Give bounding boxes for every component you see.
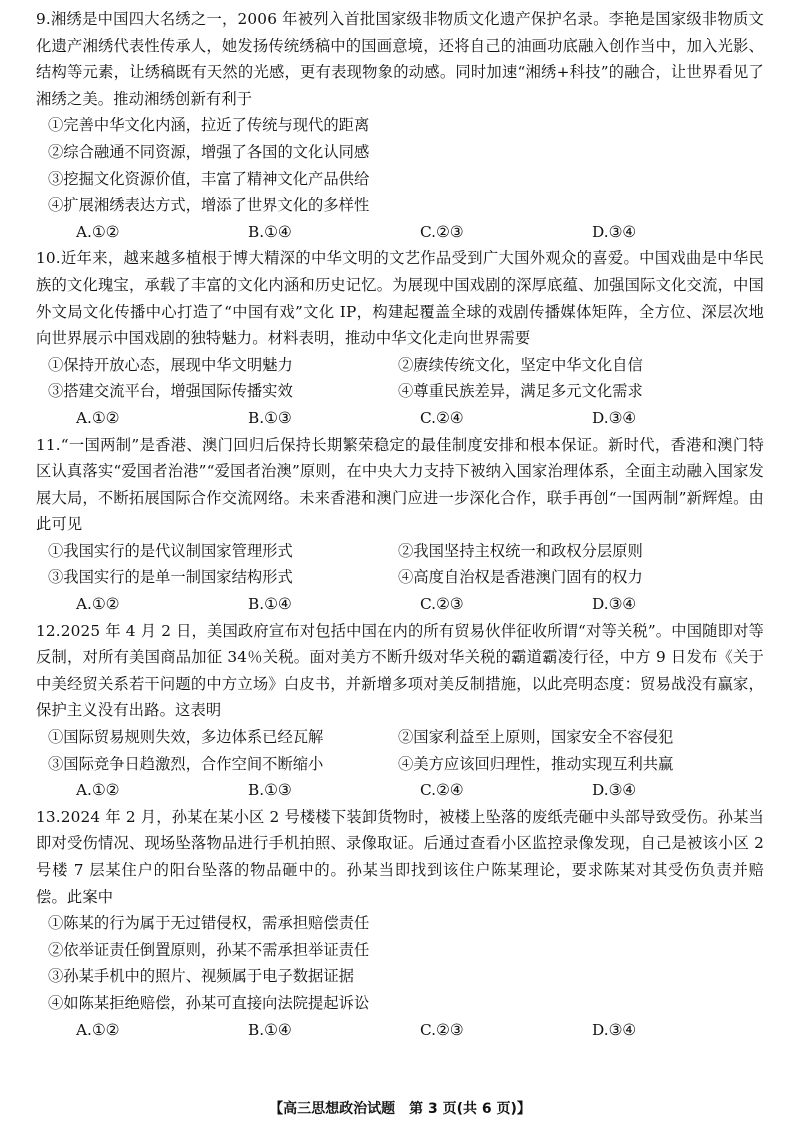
- question-stem: 10.近年来，越来越多植根于博大精深的中华文明的文艺作品受到广大国外观众的喜爱。中国戏曲是中华民族的文化瑰宝，承载了丰富的文化内涵和历史记忆。为展现中国戏剧的深厚底蕴、加强国际文化交流，中国外文局文化传播中心打造了“中国有戏”文化 IP，构建起覆盖全球的戏剧传播媒体矩阵，全方位、深层次地向世界展示中国戏剧的独特魅力。材料表明，推动中华文化走向世界需要: [36, 249, 764, 348]
- option-2: ②赓续传统文化，坚定中华文化自信: [398, 355, 643, 374]
- option-2: ②我国坚持主权统一和政权分层原则: [398, 541, 643, 560]
- question-11: [36, 432, 764, 618]
- choice-a[interactable]: A.①②: [76, 408, 120, 427]
- answer-choices: [36, 591, 764, 618]
- option-1: ①陈某的行为属于无过错侵权，需承担赔偿责任: [48, 914, 370, 933]
- choice-a[interactable]: A.①②: [76, 1020, 120, 1039]
- option-3: ③我国实行的是单一制国家结构形式: [48, 568, 293, 587]
- choice-b[interactable]: B.①③: [248, 781, 292, 800]
- choice-c[interactable]: C.②③: [420, 595, 464, 614]
- option-row: [36, 724, 764, 751]
- option-row: [36, 751, 764, 778]
- choice-d[interactable]: D.③④: [592, 781, 637, 800]
- option-4: ④扩展湘绣表达方式，增添了世界文化的多样性: [48, 196, 370, 215]
- question-stem: 12.2025 年 4 月 2 日，美国政府宣布对包括中国在内的所有贸易伙伴征收所谓“对等关税”。中国随即对等反制，对所有美国商品加征 34％关税。面对美方不断升级对华关税的霸道霸凌行径，中方 9 日发布《关于中美经贸关系若干问题的中方立场》白皮书，并新增多项对美反制措施，以此亮明态度：贸易战没有赢家，保护主义没有出路。这表明: [36, 621, 764, 720]
- option-3: ③挖掘文化资源价值，丰富了精神文化产品供给: [48, 169, 370, 188]
- choice-c[interactable]: C.②③: [420, 1020, 464, 1039]
- question-12: [36, 618, 764, 804]
- option-1: ①完善中华文化内涵，拉近了传统与现代的距离: [48, 116, 370, 135]
- choice-c[interactable]: C.②③: [420, 222, 464, 241]
- option-row: [36, 378, 764, 405]
- option-2: ②综合融通不同资源，增强了各国的文化认同感: [48, 142, 370, 161]
- choice-d[interactable]: D.③④: [592, 408, 637, 427]
- choice-d[interactable]: D.③④: [592, 595, 637, 614]
- choice-b[interactable]: B.①③: [248, 408, 292, 427]
- question-13: [36, 804, 764, 1043]
- option-1: ①国际贸易规则失效，多边体系已经瓦解: [48, 728, 324, 747]
- answer-choices: [36, 219, 764, 246]
- option-4: ④尊重民族差异，满足多元文化需求: [398, 382, 643, 401]
- option-row: [36, 352, 764, 379]
- question-10: [36, 245, 764, 431]
- option-4: ④如陈某拒绝赔偿，孙某可直接向法院提起诉讼: [48, 993, 370, 1012]
- option-3: ③国际竞争日趋激烈，合作空间不断缩小: [48, 754, 324, 773]
- page-footer: 【高三思想政治试题 第 3 页(共 6 页)】: [269, 1101, 531, 1117]
- option-row: [36, 564, 764, 591]
- answer-choices: [36, 777, 764, 804]
- choice-c[interactable]: C.②④: [420, 408, 464, 427]
- option-2: ②依举证责任倒置原则，孙某不需承担举证责任: [48, 940, 370, 959]
- option-1: ①保持开放心态，展现中华文明魅力: [48, 355, 293, 374]
- question-stem: 9.湘绣是中国四大名绣之一，2006 年被列入首批国家级非物质文化遗产保护名录。李艳是国家级非物质文化遗产湘绣代表性传承人，她发扬传统绣稿中的国画意境，还将自己的油画功底融入创作当中，加入光影、结构等元素，让绣稿既有天然的光感，更有表现物象的动感。同时加速“湘绣+科技”的融合，让世界看见了湘绣之美。推动湘绣创新有利于: [36, 10, 764, 108]
- question-stem: 13.2024 年 2 月，孙某在某小区 2 号楼楼下装卸货物时，被楼上坠落的废纸壳砸中头部导致受伤。孙某当即对受伤情况、现场坠落物品进行手机拍照、录像取证。后通过查看小区监控录像发现，自己是被该小区 2 号楼 7 层某住户的阳台坠落的物品砸中的。孙某当即找到该住户陈某理论，要求陈某对其受伤负责并赔偿。此案中: [36, 807, 764, 906]
- choice-a[interactable]: A.①②: [76, 781, 120, 800]
- choice-c[interactable]: C.②④: [420, 781, 464, 800]
- choice-a[interactable]: A.①②: [76, 595, 120, 614]
- choice-d[interactable]: D.③④: [592, 222, 637, 241]
- question-9: [36, 6, 764, 245]
- choice-d[interactable]: D.③④: [592, 1020, 637, 1039]
- option-row: [36, 538, 764, 565]
- answer-choices: [36, 1017, 764, 1044]
- option-4: ④高度自治权是香港澳门固有的权力: [398, 568, 643, 587]
- question-stem: 11.“一国两制”是香港、澳门回归后保持长期繁荣稳定的最佳制度安排和根本保证。新时代，香港和澳门特区认真落实“爱国者治港”“爱国者治澳”原则，在中央大力支持下被纳入国家治理体系，全面主动融入国家发展大局，不断拓展国际合作交流网络。未来香港和澳门应进一步深化合作，联手再创“一国两制”新辉煌。由此可见: [36, 435, 764, 534]
- choice-b[interactable]: B.①④: [248, 1020, 292, 1039]
- option-1: ①我国实行的是代议制国家管理形式: [48, 541, 293, 560]
- option-2: ②国家利益至上原则，国家安全不容侵犯: [398, 728, 674, 747]
- option-3: ③搭建交流平台，增强国际传播实效: [48, 382, 293, 401]
- choice-b[interactable]: B.①④: [248, 595, 292, 614]
- option-4: ④美方应该回归理性，推动实现互利共赢: [398, 754, 674, 773]
- answer-choices: [36, 405, 764, 432]
- choice-b[interactable]: B.①④: [248, 222, 292, 241]
- choice-a[interactable]: A.①②: [76, 222, 120, 241]
- option-3: ③孙某手机中的照片、视频属于电子数据证据: [48, 967, 354, 986]
